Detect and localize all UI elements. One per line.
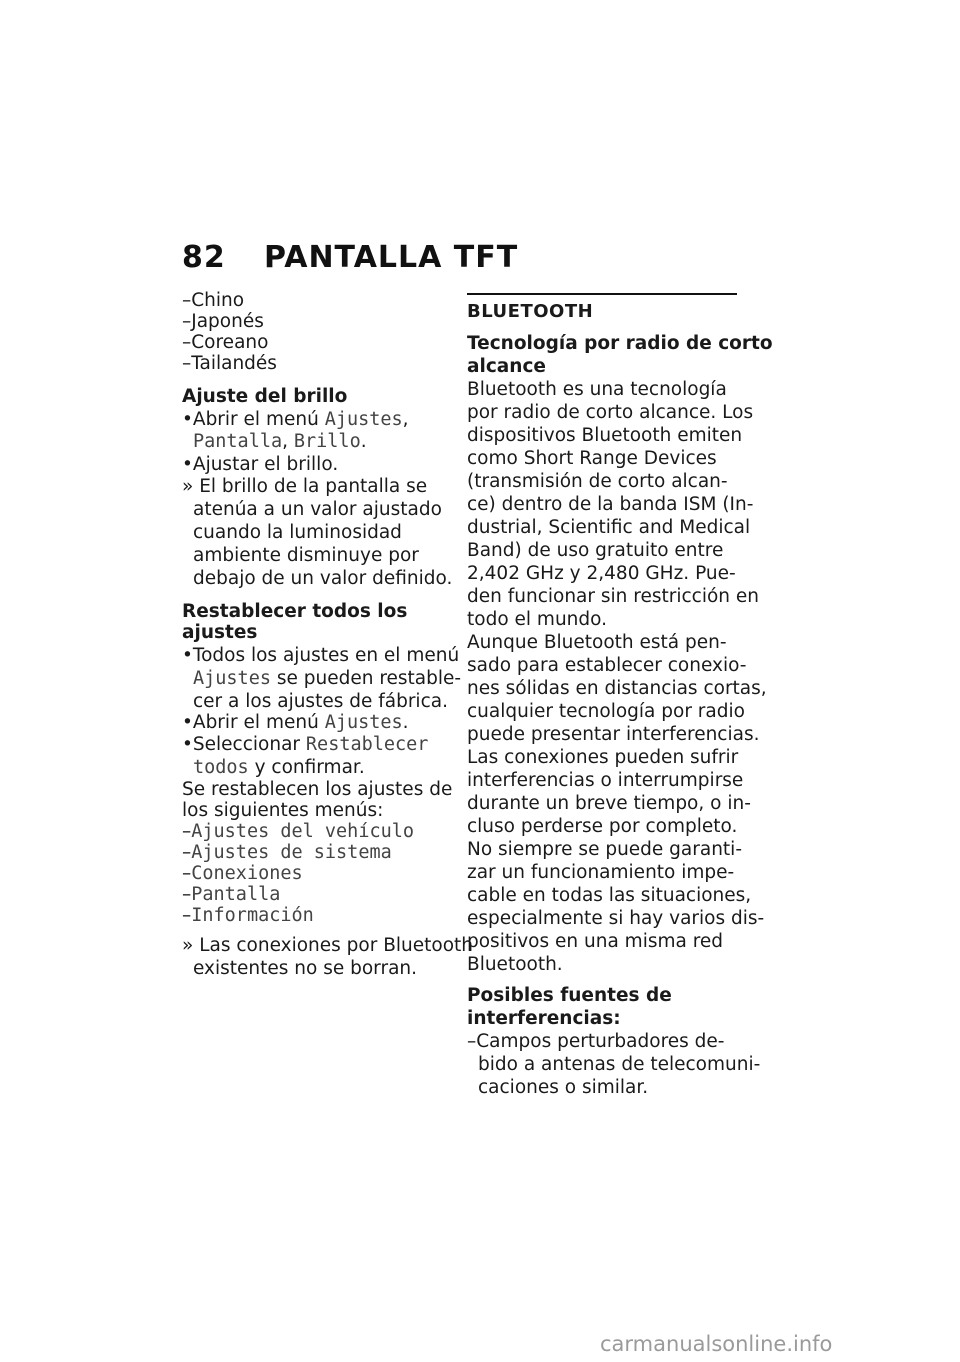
menu-path: Información bbox=[191, 905, 314, 926]
reset-note bbox=[182, 934, 474, 980]
menu-path: Conexiones bbox=[191, 863, 303, 884]
text-line: Bluetooth es una tecnología bbox=[467, 379, 727, 400]
step-text: •Abrir el menú bbox=[182, 409, 325, 430]
list-item: –Chino bbox=[182, 290, 245, 311]
reset-paragraph: Se restablecen los ajustes de bbox=[182, 779, 453, 800]
text-line: zar un funcionamiento impe- bbox=[467, 862, 735, 883]
reset-step-1: •Todos los ajustes en el menú bbox=[182, 645, 460, 666]
list-item: –Tailandés bbox=[182, 353, 277, 374]
interference-list bbox=[467, 1030, 761, 1099]
right-column bbox=[467, 290, 773, 1099]
step-text: , bbox=[282, 431, 294, 452]
step-text: , bbox=[402, 409, 409, 430]
menu-path: Restablecer bbox=[305, 734, 429, 755]
text-line: todo el mundo. bbox=[467, 609, 608, 630]
reset-step-3-cont bbox=[182, 756, 444, 779]
page-number: 82 bbox=[182, 240, 226, 275]
list-item: –Campos perturbadores de- bbox=[467, 1031, 725, 1052]
reset-step-2 bbox=[182, 712, 444, 733]
text-line: interferencias o interrumpirse bbox=[467, 770, 744, 791]
paragraph-1 bbox=[467, 378, 759, 631]
brightness-step-1-cont bbox=[182, 430, 444, 454]
menu-path: Ajustes del vehículo bbox=[191, 821, 415, 842]
note-line: existentes no se borran. bbox=[193, 958, 418, 979]
note-line: debajo de un valor definido. bbox=[193, 568, 453, 589]
list-item: caciones o similar. bbox=[478, 1077, 649, 1098]
note-line: cuando la luminosidad bbox=[193, 522, 402, 543]
text-line: especialmente si hay varios dis- bbox=[467, 908, 765, 929]
reset-heading: Restablecer todos los ajustes bbox=[182, 601, 408, 643]
text-line: 2,402 GHz y 2,480 GHz. Pue- bbox=[467, 563, 736, 584]
menu-path: Pantalla bbox=[193, 431, 283, 452]
watermark: carmanualsonline.info bbox=[600, 1332, 833, 1356]
text-line: Aunque Bluetooth está pen- bbox=[467, 632, 727, 653]
text-line: puede presentar interferencias. bbox=[467, 724, 760, 745]
text-line: positivos en una misma red bbox=[467, 931, 724, 952]
menu-path: Ajustes bbox=[324, 712, 403, 733]
page-title: PANTALLA TFT bbox=[264, 240, 519, 275]
list-item: –Coreano bbox=[182, 332, 269, 353]
menu-path: Ajustes de sistema bbox=[191, 842, 392, 863]
text-line: dispositivos Bluetooth emiten bbox=[467, 425, 743, 446]
brightness-step-2: •Ajustar el brillo. bbox=[182, 454, 339, 475]
step-text: . bbox=[360, 431, 367, 452]
brightness-step-1 bbox=[182, 409, 444, 430]
reset-step-1-cont bbox=[182, 666, 462, 691]
text-line: durante un breve tiempo, o in- bbox=[467, 793, 751, 814]
step-text: se pueden restable- bbox=[270, 668, 462, 689]
list-item: –Ajustes de sistema bbox=[182, 842, 392, 863]
reset-paragraph: los siguientes menús: bbox=[182, 800, 384, 821]
section-heading: BLUETOOTH bbox=[467, 301, 594, 322]
list-item: –Japonés bbox=[182, 311, 264, 332]
note-line: » El brillo de la pantalla se bbox=[182, 476, 428, 497]
menu-path: Ajustes bbox=[193, 668, 271, 689]
text-line: por radio de corto alcance. Los bbox=[467, 402, 754, 423]
menu-path: Ajustes bbox=[324, 409, 403, 430]
list-item: –Información bbox=[182, 905, 314, 926]
step-text: •Abrir el menú bbox=[182, 712, 325, 733]
menu-path: Pantalla bbox=[191, 884, 281, 905]
text-line: cluso perderse por completo. bbox=[467, 816, 738, 837]
text-line: den funcionar sin restricción en bbox=[467, 586, 759, 607]
text-line: (transmisión de corto alcan- bbox=[467, 471, 728, 492]
menu-path: todos bbox=[193, 757, 249, 778]
list-item: –Pantalla bbox=[182, 884, 281, 905]
menu-path: Brillo bbox=[293, 431, 361, 452]
left-column bbox=[182, 290, 474, 980]
reset-step-1-cont2: cer a los ajustes de fábrica. bbox=[193, 691, 448, 712]
subheading: alcance bbox=[467, 356, 546, 377]
step-text: •Seleccionar bbox=[182, 734, 306, 755]
text-line: Las conexiones pueden sufrir bbox=[467, 747, 739, 768]
list-item: –Ajustes del vehículo bbox=[182, 821, 415, 842]
reset-menu-list bbox=[182, 821, 444, 926]
note-line: atenúa a un valor ajustado bbox=[193, 499, 442, 520]
list-item: –Conexiones bbox=[182, 863, 303, 884]
subheading: interferencias: bbox=[467, 1008, 621, 1029]
text-line: cualquier tecnología por radio bbox=[467, 701, 745, 722]
text-line: cable en todas las situaciones, bbox=[467, 885, 752, 906]
text-line: nes sólidas en distancias cortas, bbox=[467, 678, 767, 699]
subheading: Tecnología por radio de corto bbox=[467, 333, 773, 354]
text-line: No siempre se puede garanti- bbox=[467, 839, 742, 860]
language-list bbox=[182, 290, 444, 374]
section-rule bbox=[467, 293, 737, 295]
step-text: . bbox=[402, 712, 409, 733]
page-header bbox=[182, 240, 518, 275]
text-line: ce) dentro de la banda ISM (In- bbox=[467, 494, 754, 515]
subheading: Posibles fuentes de bbox=[467, 985, 672, 1006]
brightness-note bbox=[182, 475, 453, 590]
text-line: Band) de uso gratuito entre bbox=[467, 540, 724, 561]
text-line: como Short Range Devices bbox=[467, 448, 717, 469]
reset-step-3 bbox=[182, 733, 444, 756]
note-line: » Las conexiones por Bluetooth bbox=[182, 935, 474, 956]
text-line: dustrial, Scientific and Medical bbox=[467, 517, 751, 538]
text-line: sado para establecer conexio- bbox=[467, 655, 747, 676]
step-text: y confirmar. bbox=[248, 757, 365, 778]
paragraph-2 bbox=[467, 631, 767, 976]
note-line: ambiente disminuye por bbox=[193, 545, 419, 566]
list-item: bido a antenas de telecomuni- bbox=[478, 1054, 761, 1075]
text-line: Bluetooth. bbox=[467, 954, 563, 975]
brightness-heading: Ajuste del brillo bbox=[182, 386, 348, 407]
